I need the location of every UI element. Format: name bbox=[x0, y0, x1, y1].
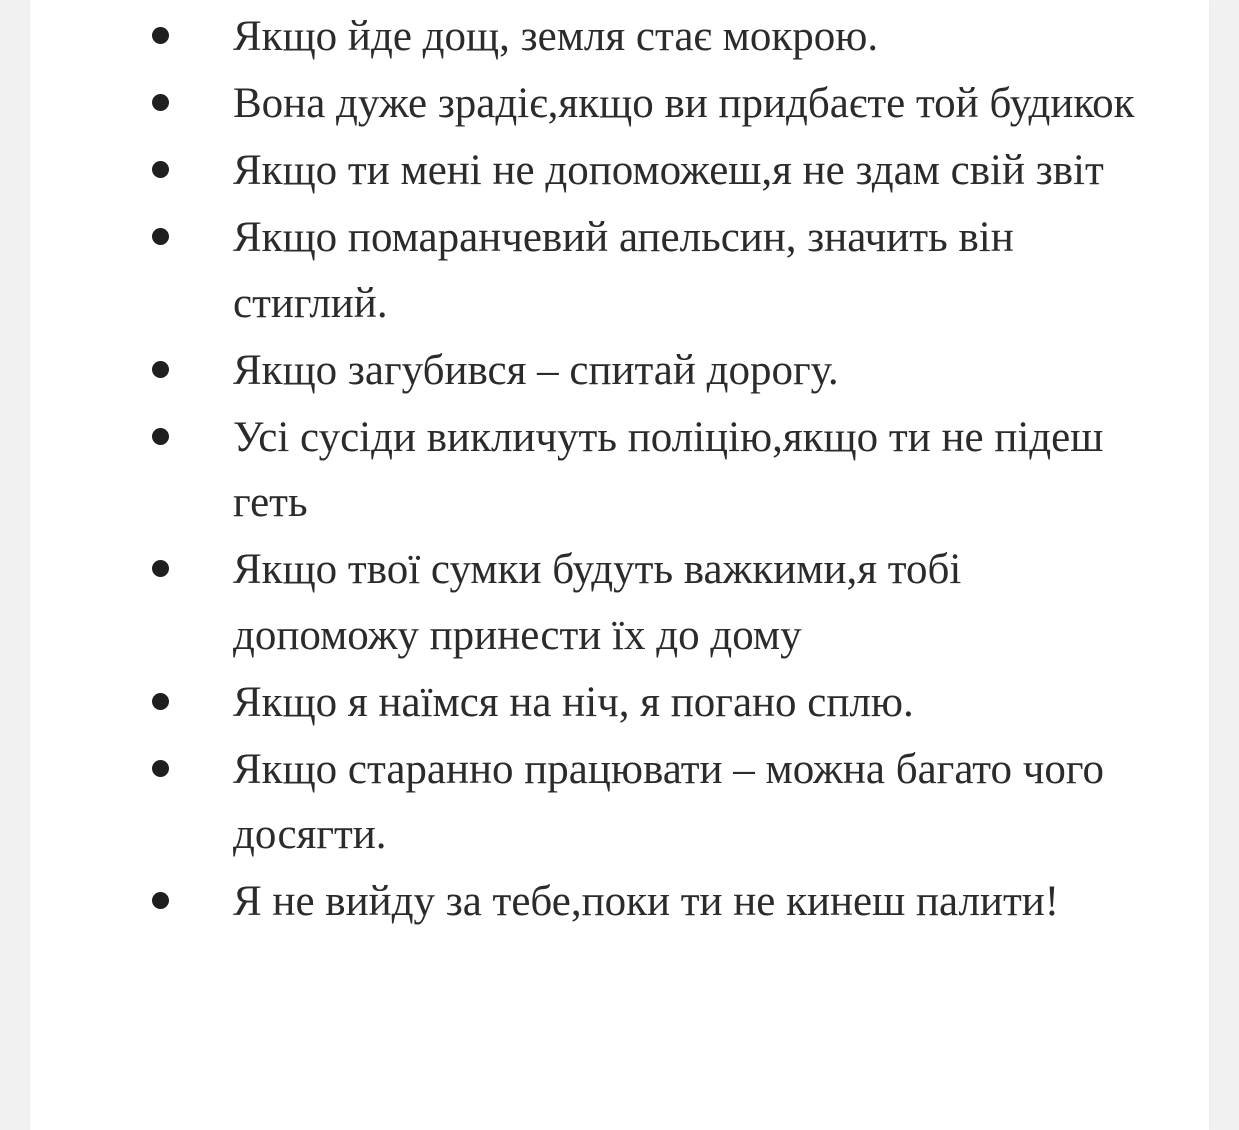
list-item bbox=[30, 670, 1209, 736]
list-item bbox=[30, 205, 1209, 336]
bullet-list bbox=[30, 4, 1209, 936]
bullet-icon bbox=[152, 560, 169, 577]
list-item-text: Вона дуже зрадіє,якщо ви придбаєте той будикок bbox=[233, 80, 1135, 127]
bullet-icon bbox=[152, 428, 169, 445]
list-item bbox=[30, 71, 1209, 137]
list-item-text: Усі сусіди викличуть поліцію,якщо ти не підеш геть bbox=[233, 413, 1104, 526]
list-item bbox=[30, 537, 1209, 668]
list-item-text: Якщо твої сумки будуть важкими,я тобі допоможу принести їх до дому bbox=[233, 546, 962, 659]
bullet-icon bbox=[152, 27, 169, 44]
list-item bbox=[30, 869, 1209, 935]
bullet-icon bbox=[152, 693, 169, 710]
list-item-text: Якщо я наїмся на ніч, я погано сплю. bbox=[233, 678, 914, 726]
bullet-icon bbox=[152, 760, 169, 777]
bullet-icon bbox=[152, 161, 169, 178]
list-item-text: Якщо йде дощ, земля стає мокрою. bbox=[233, 13, 879, 60]
list-item bbox=[30, 737, 1209, 868]
bullet-icon bbox=[152, 228, 169, 245]
list-item-text: Якщо помаранчевий апельсин, значить він стиглий. bbox=[233, 214, 1014, 327]
list-item bbox=[30, 4, 1209, 70]
list-item-text: Я не вийду за тебе,поки ти не кинеш палити! bbox=[233, 878, 1060, 925]
list-item-text: Якщо старанно працювати – можна багато чого досягти. bbox=[233, 745, 1104, 858]
bullet-icon bbox=[152, 361, 169, 378]
list-item-text: Якщо загубився – спитай дорогу. bbox=[233, 346, 839, 394]
list-item bbox=[30, 405, 1209, 536]
bullet-icon bbox=[152, 892, 169, 909]
list-item-text: Якщо ти мені не допоможеш,я не здам свій звіт bbox=[233, 147, 1104, 194]
list-item bbox=[30, 138, 1209, 204]
bullet-icon bbox=[152, 94, 169, 111]
document-page bbox=[30, 0, 1209, 1130]
list-item bbox=[30, 338, 1209, 404]
